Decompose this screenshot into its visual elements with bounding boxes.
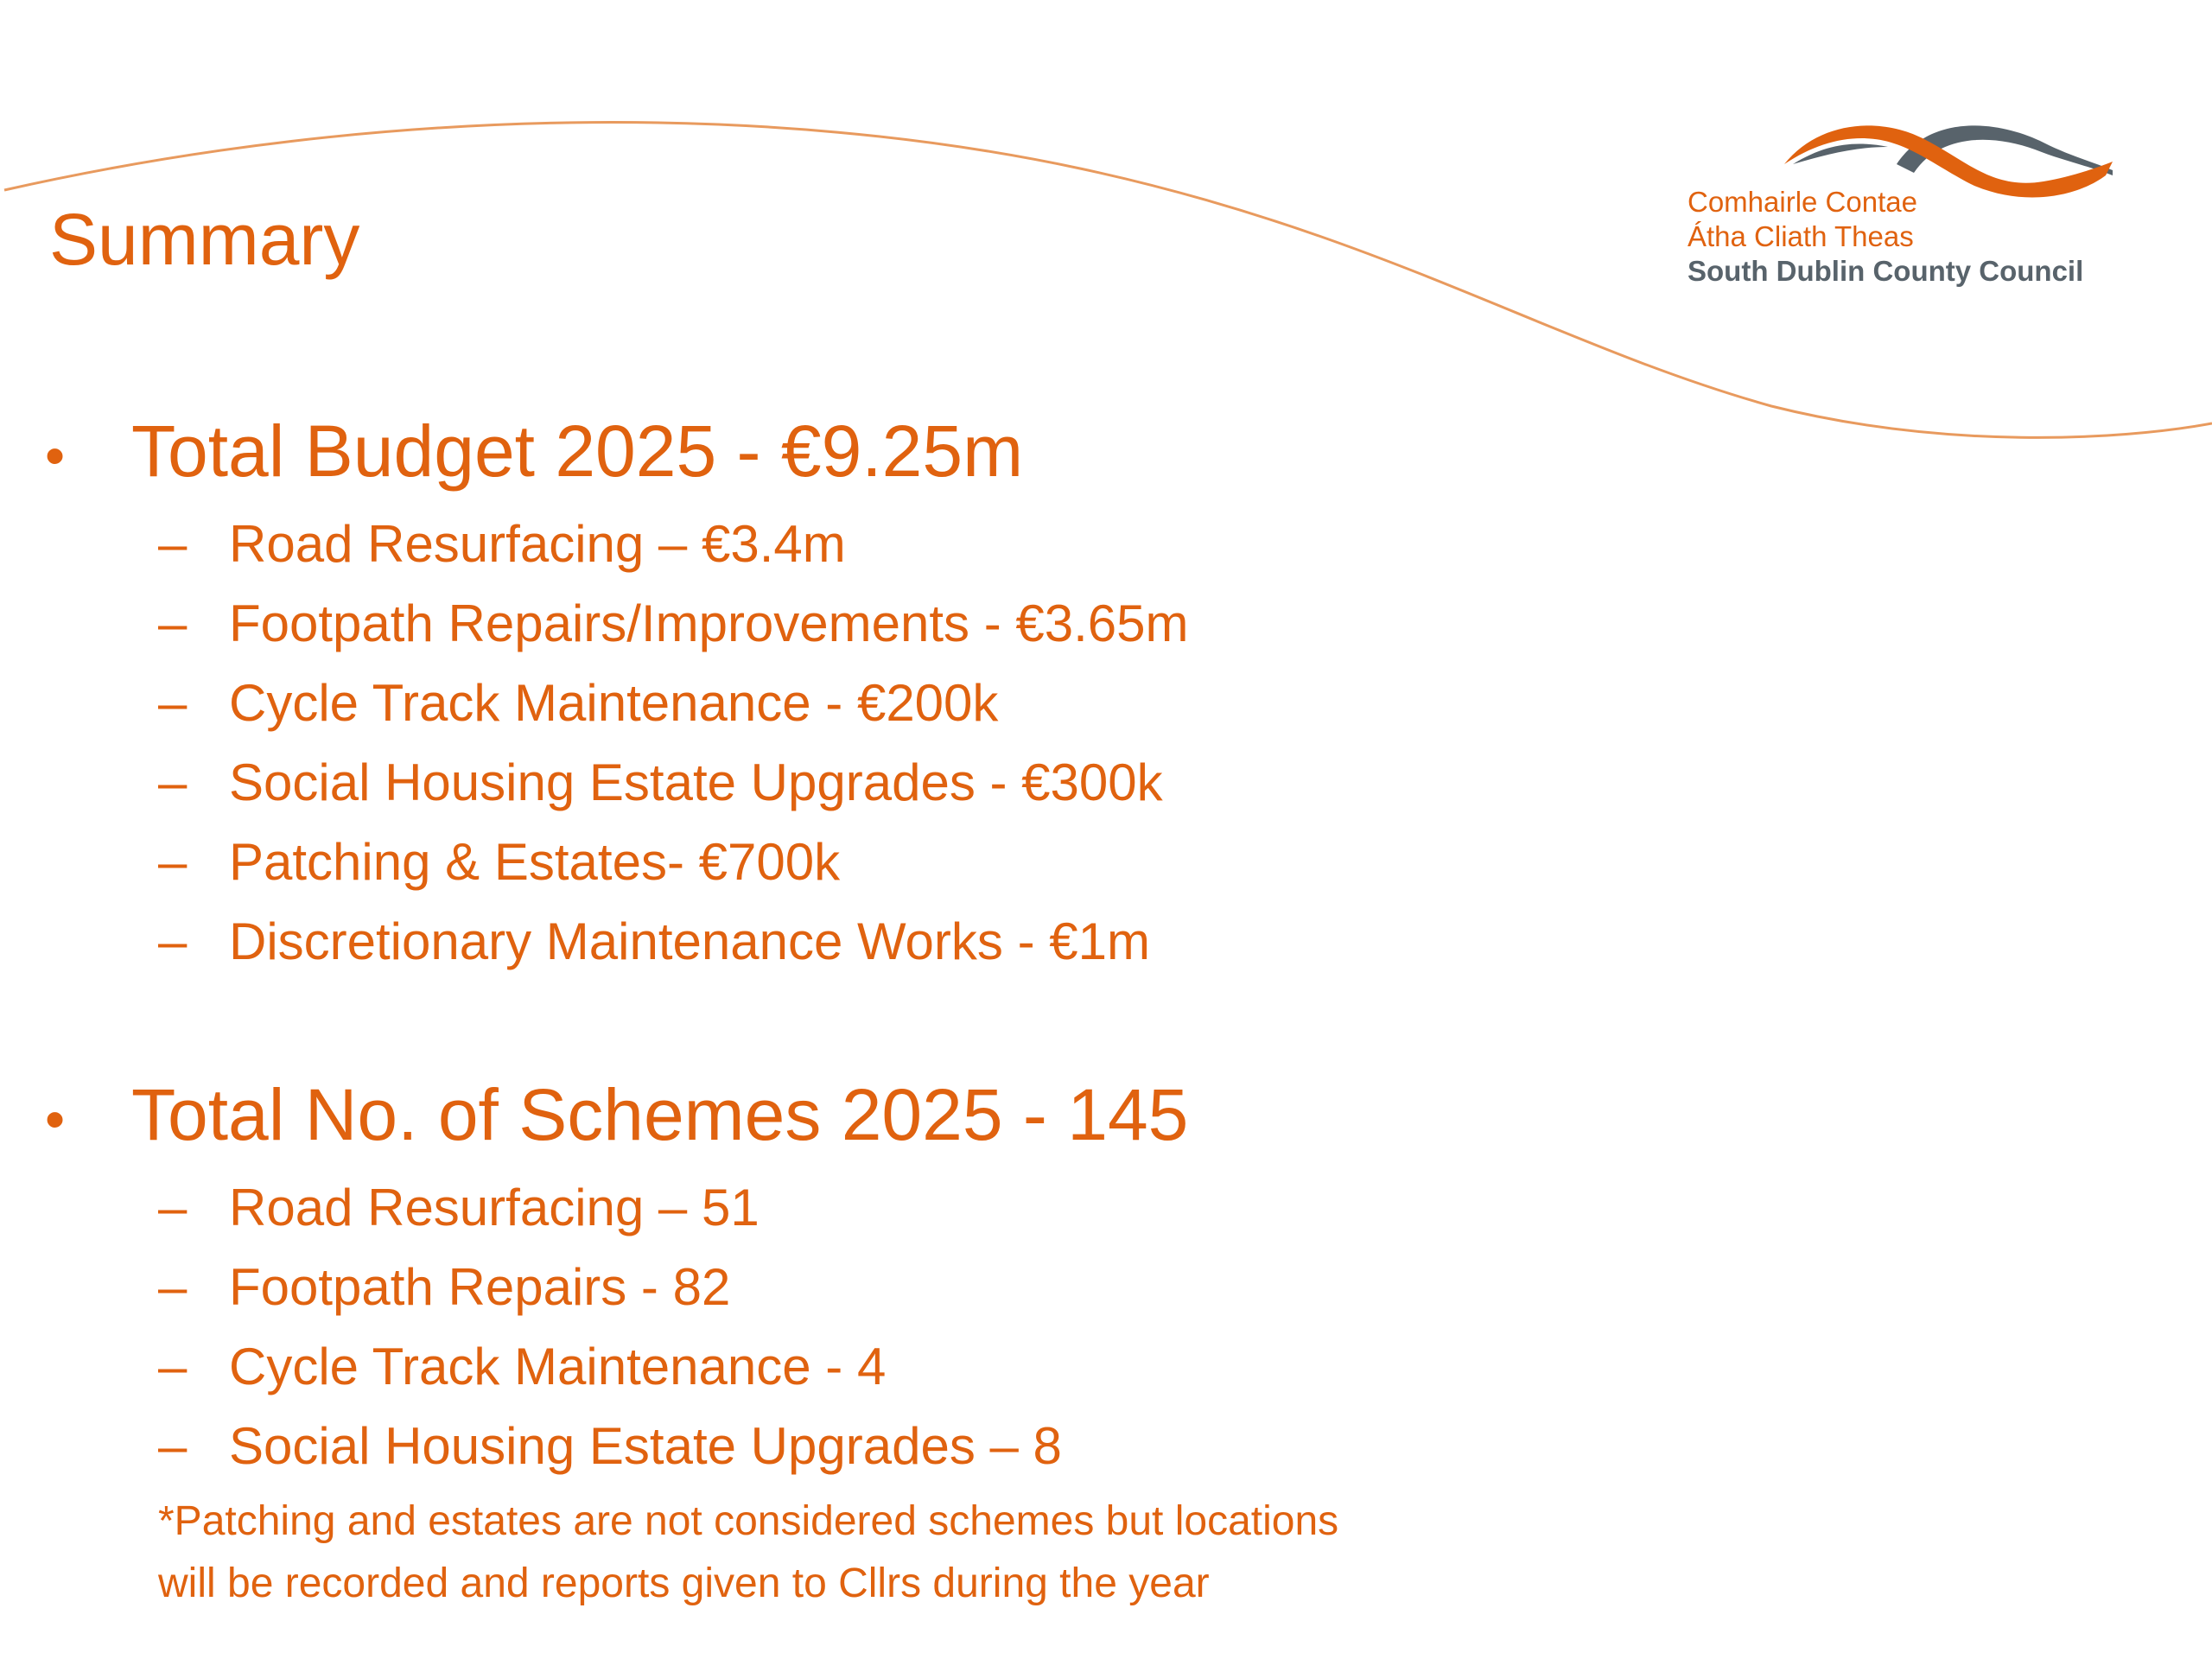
dash-icon: – [158,912,188,970]
dash-icon: – [158,594,188,652]
schemes-item-text: Footpath Repairs - 82 [229,1258,731,1316]
dash-icon: – [158,515,188,573]
dash-icon: – [158,1258,188,1316]
schemes-heading: Total No. of Schemes 2025 - 145 [131,1074,1189,1155]
dash-icon: – [158,753,188,811]
schemes-item-text: Road Resurfacing – 51 [229,1179,760,1236]
budget-item-text: Road Resurfacing – €3.4m [229,515,846,573]
council-logo [1681,117,2130,298]
dash-icon: – [158,1338,188,1395]
schemes-item-text: Social Housing Estate Upgrades – 8 [229,1417,1062,1475]
slide-title: Summary [49,199,360,280]
budget-heading: Total Budget 2025 - €9.25m [131,410,1024,492]
footnote [158,1491,1454,1615]
dash-icon: – [158,674,188,732]
logo-text-irish-1: Comhairle Contae [1688,186,1917,218]
dash-icon: – [158,1179,188,1236]
budget-item-text: Footpath Repairs/Improvements - €3.65m [229,594,1189,652]
bullet-icon: • [45,1087,66,1151]
budget-item-text: Discretionary Maintenance Works - €1m [229,912,1150,970]
dash-icon: – [158,1417,188,1475]
dash-icon: – [158,833,188,891]
logo-text-irish-2: Átha Cliath Theas [1688,220,1914,252]
logo-text-english: South Dublin County Council [1688,255,2084,287]
budget-item-text: Cycle Track Maintenance - €200k [229,674,999,732]
schemes-item-text: Cycle Track Maintenance - 4 [229,1338,887,1395]
budget-item-text: Patching & Estates- €700k [229,833,841,891]
footnote-line-1: *Patching and estates are not considered schemes but locations [158,1498,1339,1544]
bullet-icon: • [45,423,66,487]
footnote-line-2: will be recorded and reports given to Cllrs during the year [158,1560,1210,1606]
budget-item-text: Social Housing Estate Upgrades - €300k [229,753,1163,811]
